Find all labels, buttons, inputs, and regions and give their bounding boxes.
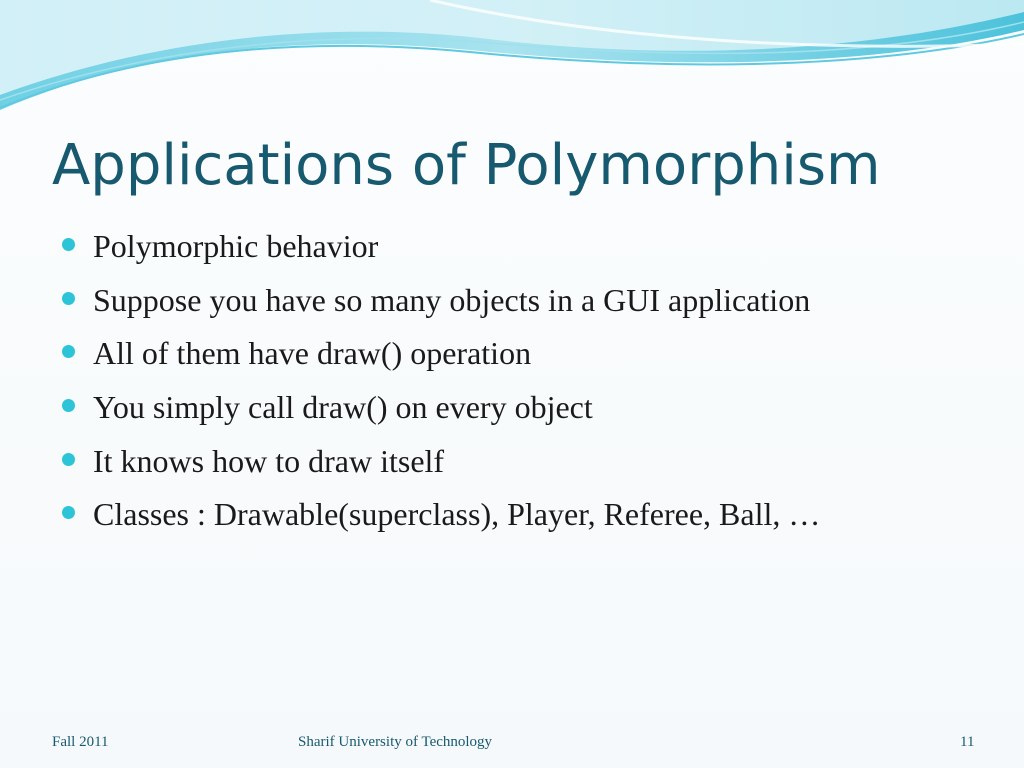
list-item xyxy=(62,381,820,435)
list-item xyxy=(62,327,820,381)
footer-institution: Sharif University of Technology xyxy=(298,734,493,750)
bullet-icon xyxy=(62,292,75,305)
bullet-text: All of them have draw() operation xyxy=(93,335,532,372)
bullet-icon xyxy=(62,238,75,251)
wave-header-decoration xyxy=(0,0,1024,120)
bullet-icon xyxy=(62,506,75,519)
footer-date: Fall 2011 xyxy=(52,734,109,750)
bullet-icon xyxy=(62,453,75,466)
bullet-text: Suppose you have so many objects in a GUI application xyxy=(93,281,811,318)
slide-title: Applications of Polymorphism xyxy=(52,133,881,198)
list-item xyxy=(62,488,820,542)
list-item xyxy=(62,220,820,274)
bullet-text: Polymorphic behavior xyxy=(93,228,379,265)
footer-page-number: 11 xyxy=(960,734,975,750)
list-item xyxy=(62,274,820,328)
list-item xyxy=(62,434,820,488)
bullet-icon xyxy=(62,345,75,358)
bullet-text: You simply call draw() on every object xyxy=(93,389,593,426)
bullet-icon xyxy=(62,399,75,412)
bullet-text: It knows how to draw itself xyxy=(93,442,445,479)
bullet-list xyxy=(62,220,820,542)
bullet-text: Classes : Drawable(superclass), Player, Referee, Ball, … xyxy=(93,496,821,533)
